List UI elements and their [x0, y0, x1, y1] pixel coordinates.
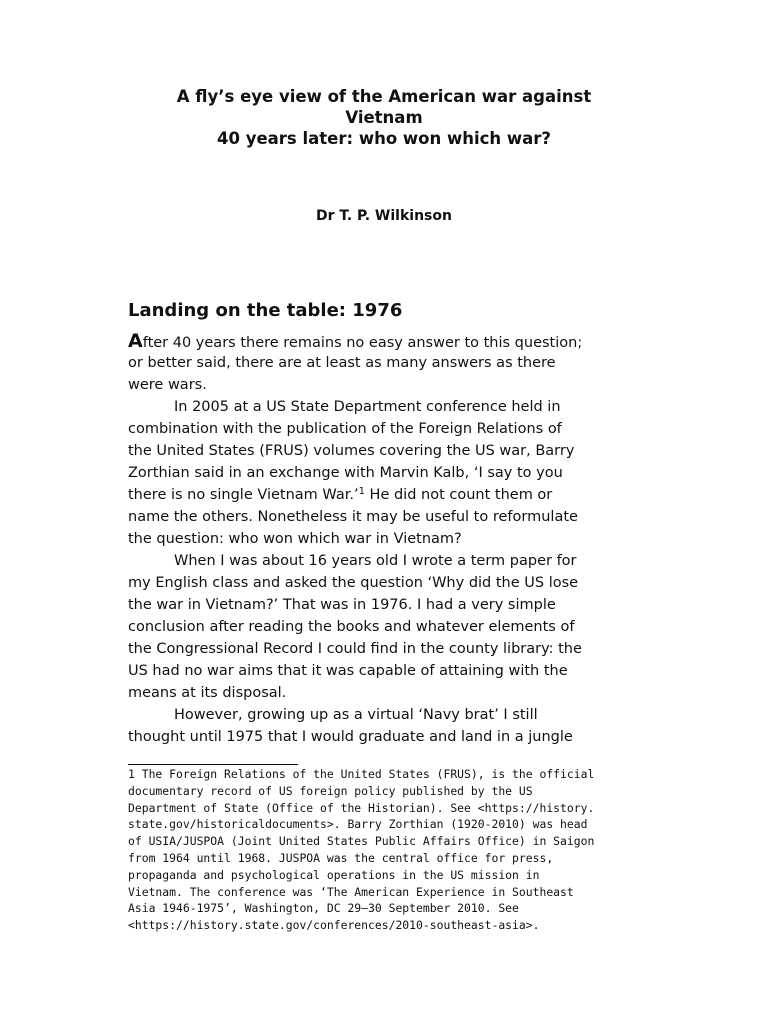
title-line-1: A fly’s eye view of the American war against: [176, 87, 592, 106]
paragraph-line: or better said, there are at least as many answers as there: [128, 355, 556, 371]
body-text: [128, 330, 640, 748]
paragraph-line: name the others. Nonetheless it may be useful to reformulate: [128, 509, 578, 525]
footnote-reference[interactable]: 1: [358, 486, 365, 497]
title-line-3: 40 years later: who won which war?: [217, 129, 551, 148]
paragraph-line: the question: who won which war in Vietnam?: [128, 531, 462, 547]
paragraph-line: US had no war aims that it was capable of attaining with the: [128, 663, 568, 679]
paragraph-line: [128, 330, 640, 352]
paragraph-line: were wars.: [128, 377, 207, 393]
drop-cap: A: [128, 330, 143, 352]
paragraph-line: Zorthian said in an exchange with Marvin Kalb, ‘I say to you: [128, 465, 563, 481]
author-name: Dr T. P. Wilkinson: [316, 208, 452, 224]
footnote-line: documentary record of US foreign policy published by the US: [128, 783, 533, 798]
footnote-line: state.gov/historicaldocuments>. Barry Zorthian (1920-2010) was head: [128, 817, 588, 832]
footnote-line: propaganda and psychological operations in the US mission in: [128, 867, 540, 882]
paragraph-line: However, growing up as a virtual ‘Navy brat’ I still: [174, 707, 538, 723]
line-text: He did not count them or: [364, 487, 553, 503]
paragraph-line: the war in Vietnam?’ That was in 1976. I had a very simple: [128, 597, 556, 613]
footnote-line: Asia 1946-1975’, Washington, DC 29–30 September 2010. See: [128, 901, 519, 916]
section-heading: Landing on the table: 1976: [128, 300, 403, 321]
title-line-2: Vietnam: [345, 108, 423, 127]
footnote-line: Vietnam. The conference was ‘The American Experience in Southeast: [128, 884, 574, 899]
line-text: there is no single Vietnam War.’: [128, 487, 359, 503]
paragraph-line: thought until 1975 that I would graduate and land in a jungle: [128, 729, 573, 745]
paragraph-line: combination with the publication of the Foreign Relations of: [128, 421, 562, 437]
paragraph-line: conclusion after reading the books and whatever elements of: [128, 619, 575, 635]
footnote-line: 1 The Foreign Relations of the United States (FRUS), is the official: [128, 767, 595, 781]
paragraph-line: the United States (FRUS) volumes covering the US war, Barry: [128, 443, 575, 459]
paragraph-line: my English class and asked the question ‘Why did the US lose: [128, 575, 579, 591]
document-title: [128, 86, 640, 149]
footnote-divider: [128, 764, 298, 765]
paragraph-line: means at its disposal.: [128, 685, 287, 701]
footnote-line: of USIA/JUSPOA (Joint United States Public Affairs Office) in Saigon: [128, 834, 595, 849]
line-text: fter 40 years there remains no easy answer to this question;: [142, 335, 583, 351]
footnote-line: Department of State (Office of the Historian). See <https://history.: [128, 800, 595, 815]
paragraph-line: [128, 484, 640, 506]
footnote: [128, 766, 640, 934]
paragraph-line: In 2005 at a US State Department conference held in: [174, 399, 561, 415]
footnote-line: from 1964 until 1968. JUSPOA was the central office for press,: [128, 850, 554, 865]
footnote-line: <https://history.state.gov/conferences/2010-southeast-asia>.: [128, 918, 540, 933]
paragraph-line: the Congressional Record I could find in the county library: the: [128, 641, 582, 657]
paragraph-line: When I was about 16 years old I wrote a term paper for: [174, 553, 577, 569]
